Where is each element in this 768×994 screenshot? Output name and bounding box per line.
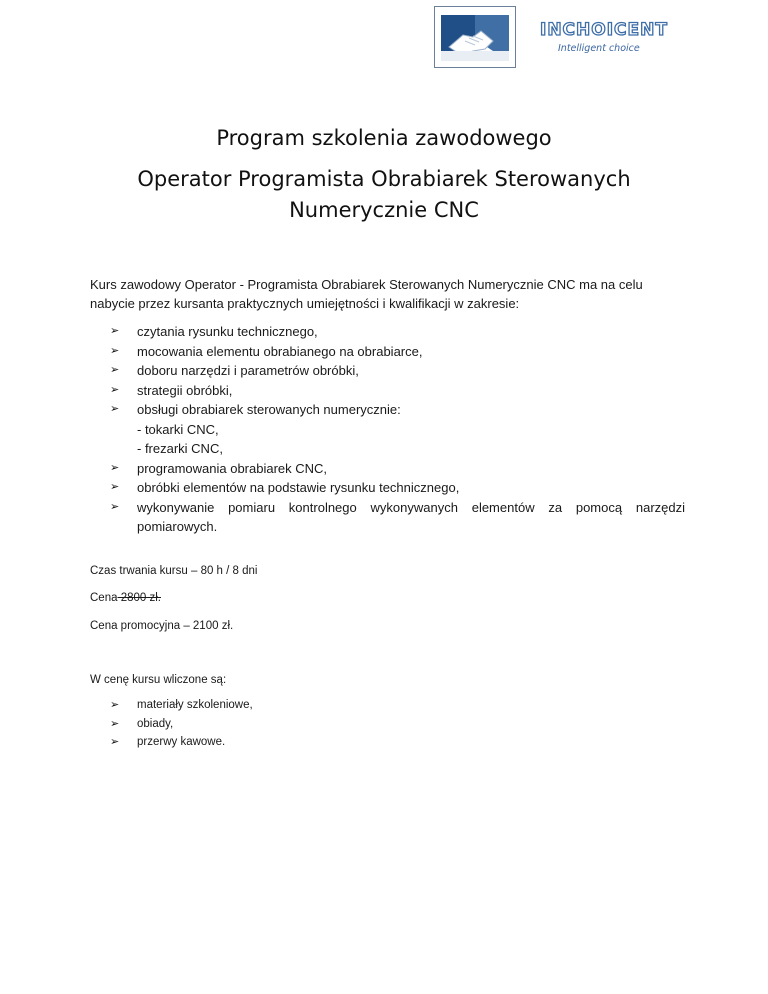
handshake-icon <box>434 6 516 68</box>
list-item: ➢ czytania rysunku technicznego, <box>90 322 685 342</box>
list-item: ➢ materiały szkoleniowe, <box>90 696 253 715</box>
arrow-bullet-icon: ➢ <box>110 403 120 415</box>
brand-name: INCHOICENT <box>540 20 668 40</box>
brand-tagline: Intelligent choice <box>558 43 640 54</box>
list-item: ➢ obróbki elementów na podstawie rysunku technicznego, <box>90 478 685 498</box>
arrow-bullet-icon: ➢ <box>110 325 120 337</box>
intro-paragraph: Kurs zawodowy Operator - Programista Obrabiarek Sterowanych Numerycznie CNC ma na celu nabycie przez kursanta praktycznych umiejętności i kwalifikacji w zakresie: <box>90 277 643 311</box>
arrow-bullet-icon: ➢ <box>110 383 120 396</box>
arrow-bullet-icon: ➢ <box>110 500 120 513</box>
arrow-bullet-icon: ➢ <box>110 699 120 711</box>
arrow-bullet-icon: ➢ <box>110 717 120 730</box>
sub-list-item: - frezarki CNC, <box>137 441 223 456</box>
list-item: ➢ mocowania elementu obrabianego na obrabiarce, <box>90 342 685 362</box>
page-title: Program szkolenia zawodowego <box>216 126 552 150</box>
arrow-bullet-icon: ➢ <box>110 481 120 493</box>
arrow-bullet-icon: ➢ <box>110 736 120 748</box>
arrow-bullet-icon: ➢ <box>110 364 120 376</box>
arrow-bullet-icon: ➢ <box>110 461 120 474</box>
list-item: ➢ doboru narzędzi i parametrów obróbki, <box>90 361 685 381</box>
skills-list <box>90 322 685 537</box>
company-logo <box>434 6 674 68</box>
old-price: 2800 zł. <box>117 592 161 604</box>
list-item: ➢ wykonywanie pomiaru kontrolnego wykonywanych elementów za pomocą narzędzi pomiarowych. <box>110 499 685 534</box>
promo-price: Cena promocyjna – 2100 zł. <box>90 620 234 632</box>
list-item: ➢ strategii obróbki, <box>90 381 685 401</box>
course-duration: Czas trwania kursu – 80 h / 8 dni <box>90 565 258 577</box>
regular-price <box>90 592 161 604</box>
list-item: ➢ programowania obrabiarek CNC, <box>90 459 685 479</box>
list-item: ➢ obsługi obrabiarek sterowanych numerycznie: <box>90 400 685 420</box>
list-item: ➢ obiady, <box>90 715 253 734</box>
includes-heading: W cenę kursu wliczone są: <box>90 674 227 686</box>
price-label: Cena <box>90 592 118 604</box>
includes-list <box>90 696 253 752</box>
arrow-bullet-icon: ➢ <box>110 344 120 357</box>
course-title-line-1: Operator Programista Obrabiarek Sterowanych <box>137 167 631 191</box>
list-item: ➢ przerwy kawowe. <box>90 733 253 752</box>
sub-list-item: - tokarki CNC, <box>137 421 219 437</box>
course-title-line-2: Numerycznie CNC <box>289 198 479 222</box>
